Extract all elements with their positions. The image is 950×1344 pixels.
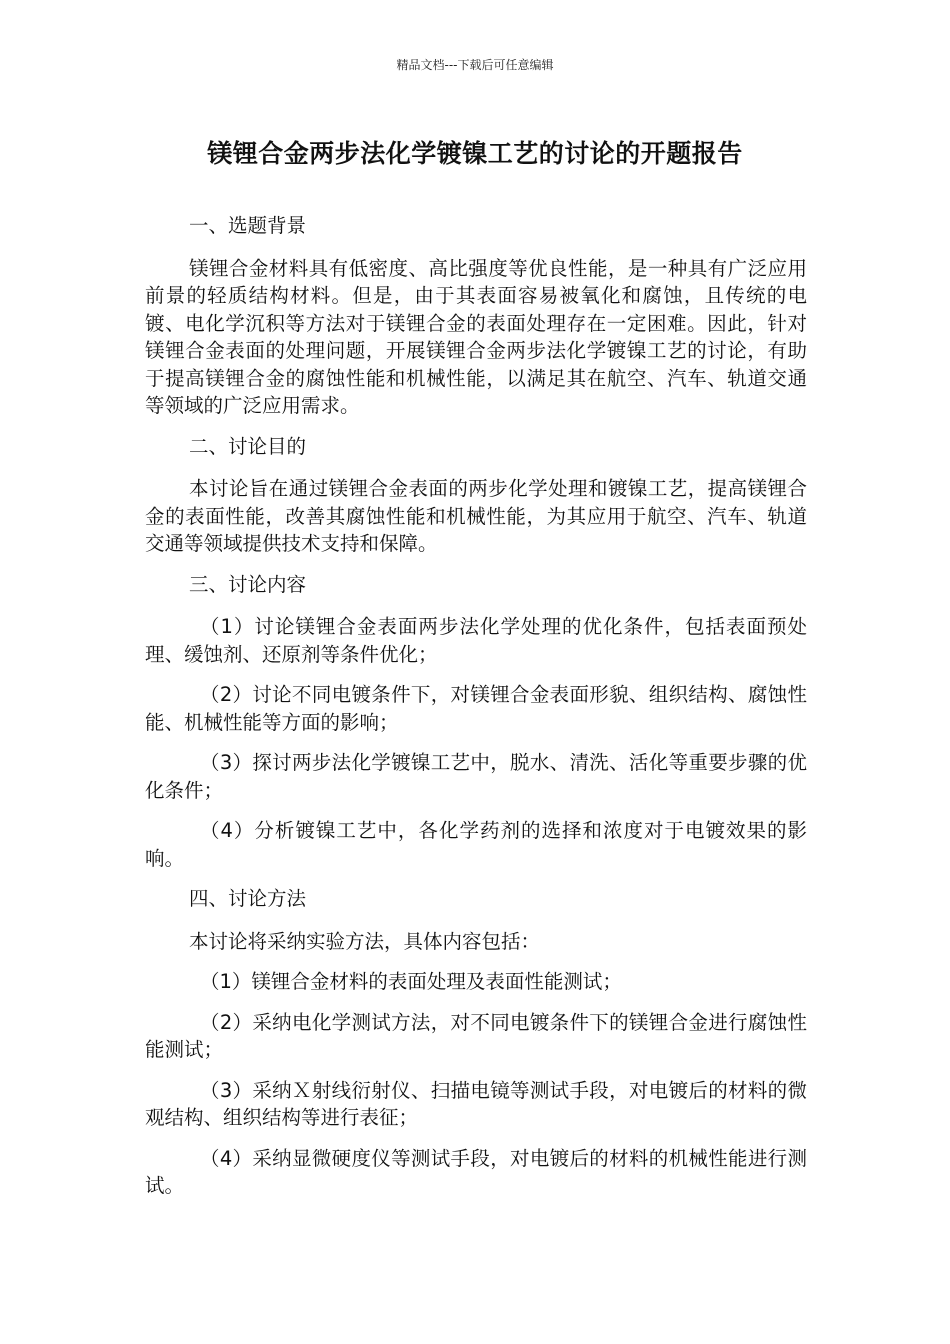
- content-item: （1）讨论镁锂合金表面两步法化学处理的优化条件，包括表面预处理、缓蚀剂、还原剂等条件优化；: [145, 615, 807, 666]
- method-item: （4）采纳显微硬度仪等测试手段，对电镀后的材料的机械性能进行测试。: [145, 1146, 807, 1197]
- section-heading-purpose: 二、讨论目的: [189, 434, 307, 458]
- section-heading-background: 一、选题背景: [189, 214, 307, 237]
- method-paragraph: 本讨论将采纳实验方法，具体内容包括：: [189, 929, 541, 953]
- document-body: [145, 212, 807, 1213]
- method-item: （2）采纳电化学测试方法，对不同电镀条件下的镁锂合金进行腐蚀性能测试；: [145, 1010, 807, 1061]
- section-heading-method: 四、讨论方法: [189, 887, 307, 910]
- method-item: （1）镁锂合金材料的表面处理及表面性能测试；: [200, 970, 622, 993]
- content-item: （3）探讨两步法化学镀镍工艺中，脱水、清洗、活化等重要步骤的优化条件；: [145, 751, 807, 802]
- document-title: 镁锂合金两步法化学镀镍工艺的讨论的开题报告: [207, 139, 743, 168]
- header-note: 精品文档---下载后可任意编辑: [396, 58, 554, 72]
- method-item: （3）采纳Ｘ射线衍射仪、扫描电镜等测试手段，对电镀后的材料的微观结构、组织结构等进行表征；: [145, 1078, 807, 1129]
- content-item: （2）讨论不同电镀条件下，对镁锂合金表面形貌、组织结构、腐蚀性能、机械性能等方面的影响；: [145, 683, 807, 734]
- purpose-paragraph: 本讨论旨在通过镁锂合金表面的两步化学处理和镀镍工艺，提高镁锂合金的表面性能，改善其腐蚀性能和机械性能，为其应用于航空、汽车、轨道交通等领域提供技术支持和保障。: [145, 477, 807, 555]
- content-item: （4）分析镀镍工艺中，各化学药剂的选择和浓度对于电镀效果的影响。: [145, 819, 807, 870]
- section-heading-content: 三、讨论内容: [189, 572, 307, 596]
- background-paragraph: 镁锂合金材料具有低密度、高比强度等优良性能，是一种具有广泛应用前景的轻质结构材料。但是，由于其表面容易被氧化和腐蚀，且传统的电镀、电化学沉积等方法对于镁锂合金的表面处理存在一定困难。因此，针对镁锂合金表面的处理问题，开展镁锂合金两步法化学镀镍工艺的讨论，有助于提高镁锂合金的腐蚀性能和机械性能，以满足其在航空、汽车、轨道交通等领域的广泛应用需求。: [145, 256, 807, 417]
